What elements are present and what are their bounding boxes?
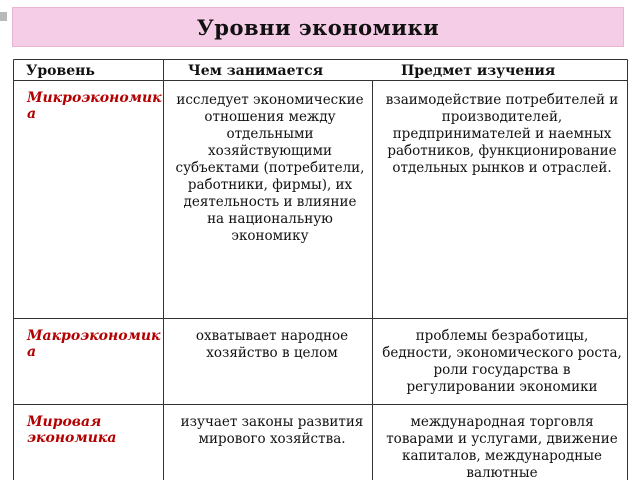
does-macro: охватывает народное хозяйство в целом [195, 328, 349, 361]
does-micro: исследует экономические отношения между отдельными хозяйствующими субъектами (потребители, работники, фирмы), их деятельность и влияние на национальную экономику [175, 92, 365, 244]
level-world: Мировая экономика [27, 414, 117, 446]
header-does: Чем занимается [188, 63, 324, 79]
subject-micro: взаимодействие потребителей и производителей, предпринимателей и наемных работников, функционирование отдельных рынков и отраслей. [385, 92, 619, 176]
does-world: изучает законы развития мирового хозяйства. [180, 414, 364, 447]
level-micro: Микроэкономика [27, 90, 162, 122]
subject-world: международная торговля товарами и услугами, движение капиталов, международные валютные [386, 414, 618, 480]
subject-macro: проблемы безработицы, бедности, экономического роста, роли государства в регулировании экономики [382, 328, 622, 395]
level-macro: Макроэкономика [27, 328, 161, 360]
header-level: Уровень [26, 63, 95, 79]
page-title: Уровни экономики [196, 14, 440, 40]
header-subject: Предмет изучения [401, 63, 556, 79]
